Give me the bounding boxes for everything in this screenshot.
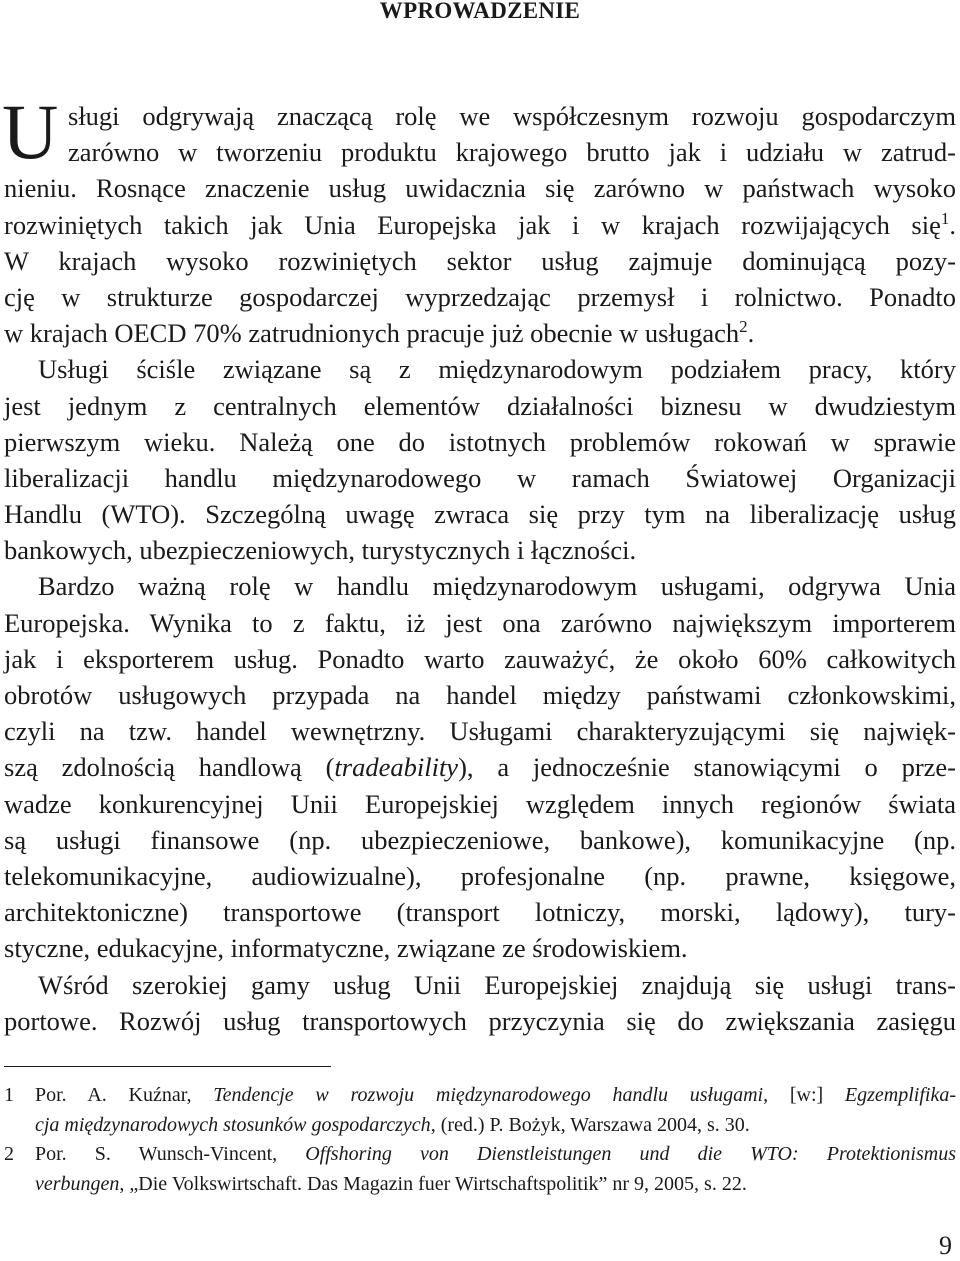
footnote-ref-1: 1 <box>940 208 950 228</box>
text-line: telekomunikacyjne, audiowizualne), profesjonalne (np. prawne, księgowe, <box>4 860 956 891</box>
text-segment: szą zdolnością handlową ( <box>4 752 335 783</box>
footnote-number: 1 <box>4 1084 14 1106</box>
footnote-separator <box>4 1066 331 1067</box>
text-line: pierwszym wieku. Należą one do istotnych problemów rokowań w sprawie <box>4 426 956 457</box>
text-line: cję w strukturze gospodarczej wyprzedzając przemysł i rolnictwo. Ponadto <box>4 281 956 312</box>
text-line: obrotów usługowych przypada na handel między państwami członkowskimi, <box>4 680 956 710</box>
text-line: w krajach OECD 70% zatrudnionych pracuje już obecnie w usługach$^2$. <box>4 317 755 349</box>
text-line: Bardzo ważną rolę w handlu międzynarodowym usługami, odgrywa Unia <box>38 571 956 602</box>
text-line: wadze konkurencyjnej Unii Europejskiej względem innych regionów świata <box>4 788 956 819</box>
text-line: jak i eksporterem usług. Ponadto warto zauważyć, że około 60% całkowitych <box>4 643 956 674</box>
text-line: Europejska. Wynika to z faktu, iż jest ona zarówno największym importerem <box>4 607 956 638</box>
text-segment: Por. A. Kuźnar, <box>35 1084 214 1106</box>
text-line: architektoniczne) transportowe (transport lotniczy, morski, lądowy), tury- <box>4 897 956 928</box>
page-number: 9 <box>939 1231 952 1260</box>
text-segment: ), a jednocześnie stanowiącymi o prze- <box>458 752 957 783</box>
text-segment: rozwiniętych takich jak Unia Europejska jak i w krajach rozwijających się <box>4 209 941 240</box>
text-line: nieniu. Rosnące znaczenie usług uwidacznia się zarówno w państwach wysoko <box>4 173 956 204</box>
text-line: jest jednym z centralnych elementów działalności biznesu w dwudziestym <box>4 390 956 421</box>
footnote-line <box>4 1140 956 1170</box>
text-line: rozwiniętych takich jak Unia Europejska jak i w krajach rozwijających się$^1$. <box>4 208 956 240</box>
footnotes <box>4 1081 956 1199</box>
text-segment-italic: tradeability <box>334 752 459 783</box>
text-segment: , (red.) P. Bożyk, Warszawa 2004, s. 30. <box>430 1113 750 1136</box>
text-segment: , [w:] <box>763 1084 845 1106</box>
text-segment-italic: Egzemplifika- <box>844 1084 957 1106</box>
text-line: bankowych, ubezpieczeniowych, turystycznych i łączności. <box>4 535 637 566</box>
footnote-1 <box>4 1081 956 1140</box>
text-segment: Por. S. Wunsch-Vincent, <box>35 1143 306 1165</box>
text-line: Usługi ściśle związane są z międzynarodowym podziałem pracy, który <box>38 354 956 385</box>
text-segment: w krajach OECD 70% zatrudnionych pracuje już obecnie w usługach <box>4 318 740 349</box>
footnote-ref-2: 2 <box>739 317 748 337</box>
body-text <box>4 98 956 1039</box>
footnote-line <box>4 1111 956 1141</box>
text-segment-italic: Offshoring von Dienstleistungen und die WTO: Protektionismus <box>305 1143 956 1165</box>
text-line: W krajach wysoko rozwiniętych sektor usług zajmuje dominującą pozy- <box>4 245 956 276</box>
text-line: Handlu (WTO). Szczególną uwagę zwraca się przy tym na liberalizację usług <box>4 499 956 530</box>
footnote-2 <box>4 1140 956 1199</box>
text-line: czyli na tzw. handel wewnętrzny. Usługami charakteryzującymi się najwięk- <box>4 716 956 747</box>
text-segment-italic: verbungen <box>35 1172 120 1195</box>
footnote-line <box>4 1081 956 1111</box>
text-segment-italic: cja międzynarodowych stosunków gospodarczych <box>35 1113 431 1136</box>
footnote-number: 2 <box>4 1143 14 1165</box>
footnote-line <box>4 1170 956 1200</box>
text-segment-italic: Tendencje w rozwoju międzynarodowego handlu usługami <box>213 1084 764 1106</box>
text-segment: , „Die Volkswirtschaft. Das Magazin fuer Wirtschaftspolitik” nr 9, 2005, s. 22. <box>119 1172 747 1195</box>
text-line: zarówno w tworzeniu produktu krajowego brutto jak i udziału w zatrud- <box>68 137 956 168</box>
text-line: styczne, edukacyjne, informatyczne, związane ze środowiskiem. <box>4 933 688 964</box>
text-line: Wśród szerokiej gamy usług Unii Europejskiej znajdują się usługi trans- <box>38 969 956 1000</box>
drop-cap: U <box>2 88 59 175</box>
text-line: sługi odgrywają znaczącą rolę we współczesnym rozwoju gospodarczym <box>68 101 956 131</box>
text-line: są usługi finansowe (np. ubezpieczeniowe, bankowe), komunikacyjne (np. <box>4 824 956 855</box>
chapter-heading: WPROWADZENIE <box>379 0 581 23</box>
text-line <box>4 749 956 785</box>
text-line: liberalizacji handlu międzynarodowego w ramach Światowej Organizacji <box>4 462 956 493</box>
text-line: portowe. Rozwój usług transportowych przyczynia się do zwiększania zasięgu <box>4 1005 956 1036</box>
